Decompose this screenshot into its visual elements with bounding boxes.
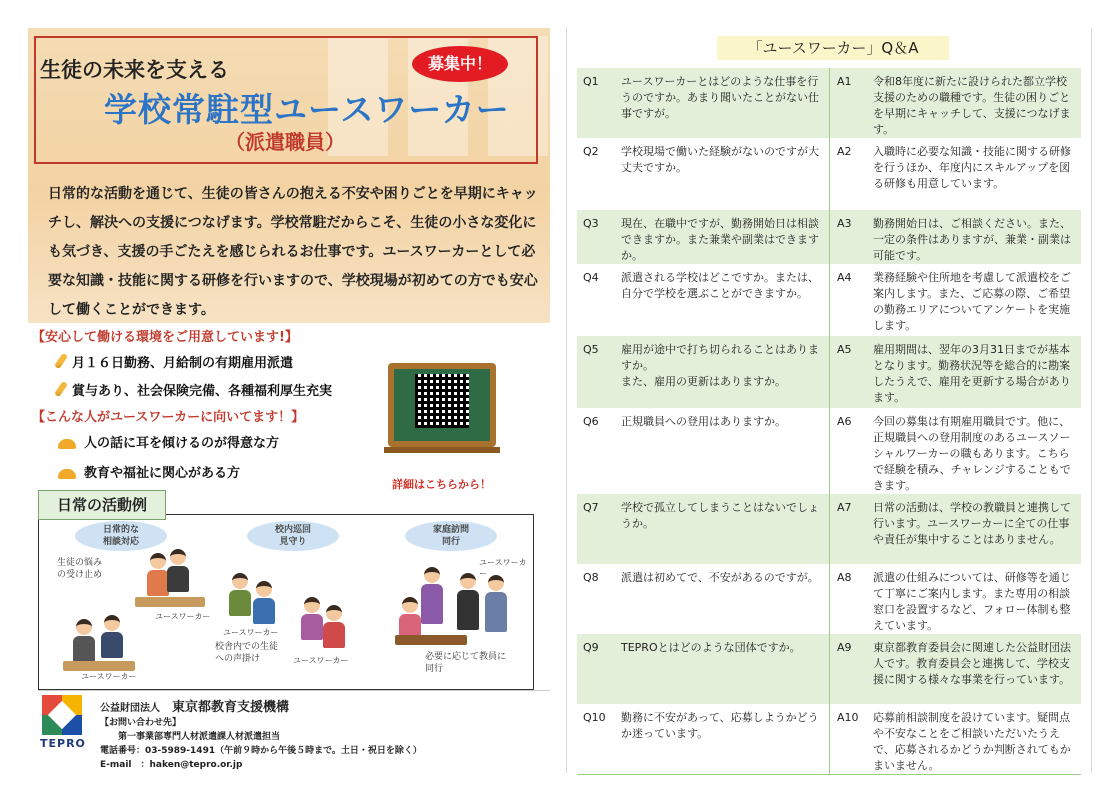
employment-type: （派遣職員） [225,130,345,154]
details-link[interactable]: 詳細はこちらから！ [392,478,491,491]
environment-heading: 【安心して働ける環境をご用意しています!】 [32,330,298,345]
flyer-page [28,28,550,773]
person-illustration [457,573,479,630]
doorstep [395,635,467,645]
label-youthworker: ユースワーカー [81,672,137,681]
question-text: 派遣される学校はどこですか。または、自分で学校を選ぶことができますか。 [621,271,819,300]
contact-heading: 【お問い合わせ先】 [100,718,182,728]
question-text: ユースワーカーとはどのような仕事を行うのですか。あまり聞いたことがない仕事ですが。 [621,75,819,120]
qa-title: 「ユースワーカー」Q＆A [717,36,949,60]
qa-row [577,704,1081,774]
answer-number: A7 [837,501,852,514]
person-illustration [73,619,95,662]
qa-row [577,494,1081,564]
question-number: Q4 [583,271,599,284]
desk [135,597,205,607]
question-number: Q9 [583,641,599,654]
label-youthworker: ユースワーカー [223,628,279,637]
caption-accompany: 必要に応じて教員に 同行 [425,652,507,674]
label-youthworker: ユースワーカー [479,558,527,578]
label-youthworker: ユースワーカー [293,656,349,665]
tepro-logo-icon [42,695,82,735]
person-illustration [167,549,189,592]
qa-row [577,264,1081,336]
person-illustration [301,597,323,640]
answer-text: 応募前相談制度を設けています。疑問点や不安なことをご相談いただいたうえで、応募されるかどうか判断されてもかまいません。 [873,711,1071,772]
graduation-cap-icon [58,469,76,479]
answer-text: 業務経験や住所地を考慮して派遣校をご案内します。また、ご応募の際、ご希望の勤務エリアについてアンケートを実施します。 [873,271,1071,332]
person-illustration [421,567,443,624]
org-name: 東京都教育支援機構 [172,700,290,715]
qa-page [566,28,1092,773]
answer-number: A1 [837,75,852,88]
qa-row [577,138,1081,210]
answer-text: 派遣の仕組みについては、研修等を通じて丁寧にご案内します。また専用の相談窓口を設置するなど、フォロー体制も整えています。 [873,571,1071,632]
answer-text: 日常の活動は、学校の教職員と連携して行います。ユースワーカーに全ての仕事や責任が集中することはありません。 [873,501,1071,546]
person-illustration [101,615,123,658]
answer-number: A6 [837,415,852,428]
pencil-icon [54,381,68,398]
question-number: Q8 [583,571,599,584]
question-text: 派遣は初めてで、不安があるのですが。 [621,571,819,584]
activity-bubble: 家庭訪問 同行 [405,521,497,551]
answer-number: A8 [837,571,852,584]
qa-row [577,336,1081,408]
person-illustration [229,573,251,616]
answer-text: 東京都教育委員会に関連した公益財団法人です。教育委員会と連携して、学校支援に関する様々な事業を行っています。 [873,641,1071,686]
organization-footer [38,690,550,771]
question-text: 正規職員への登用はありますか。 [621,415,786,428]
answer-number: A5 [837,343,852,356]
suited-heading: 【こんな人がユースワーカーに向いてます！】 [32,410,305,425]
recruiting-badge: 募集中！ [412,46,508,82]
question-text: 雇用が途中で打ち切られることはありますか。 また、雇用の更新はありますか。 [621,343,819,388]
question-number: Q7 [583,501,599,514]
answer-text: 令和8年度に新たに設けられた都立学校支援のための職種です。生徒の困りごとを早期にキャッチして、支援につなげます。 [873,75,1071,136]
activities-heading: 日常の活動例 [38,490,166,520]
flyer-subtitle: 生徒の未来を支える [40,58,229,82]
answer-number: A4 [837,271,852,284]
answer-text: 勤務開始日は、ご相談ください。また、一定の条件はありますが、兼業・副業は可能です。 [873,217,1071,262]
chalkboard-qr[interactable] [388,363,496,459]
question-text: 学校で孤立してしまうことはないでしょうか。 [621,501,819,530]
question-number: Q1 [583,75,599,88]
contact-phone: 電話番号：03-5989-1491（午前９時から午後５時まで。土日・祝日を除く） [100,746,422,756]
answer-number: A2 [837,145,852,158]
pencil-icon [54,353,68,370]
question-text: TEPROとはどのような団体ですか。 [621,641,801,654]
activities-box [38,514,534,690]
answer-text: 入職時に必要な知識・技能に関する研修を行うほか、年度内にスキルアップを図る研修も用意しています。 [873,145,1071,190]
question-text: 学校現場で働いた経験がないのですが大丈夫ですか。 [621,145,819,174]
question-number: Q5 [583,343,599,356]
person-illustration [485,575,507,632]
activity-bubble: 校内巡回 見守り [247,521,339,551]
person-illustration [253,581,275,624]
answer-text: 今回の募集は有期雇用職員です。他に、正規職員への登用制度のあるユースソーシャルワーカーの職もあります。こちらで経験を積み、チャレンジすることもできます。 [873,415,1071,492]
environment-item: 月１６日勤務、月給制の有期雇用派遣 [58,352,293,371]
label-youthworker: ユースワーカー [155,612,211,621]
contact-department: 第一事業部専門人材派遣課人材派遣担当 [118,732,281,742]
org-type: 公益財団法人 [100,703,160,714]
answer-number: A3 [837,217,852,230]
desk [63,661,135,671]
answer-number: A9 [837,641,852,654]
environment-item: 賞与あり、社会保険完備、各種福利厚生充実 [58,380,332,399]
question-number: Q10 [583,711,606,724]
question-text: 勤務に不安があって、応募しようかどうか迷っています。 [621,711,819,740]
answer-text: 雇用期間は、翌年の3月31日までが基本となります。勤務状況等を総合的に勘案したうえで、雇用を更新する場合があります。 [873,343,1071,404]
question-number: Q2 [583,145,599,158]
suited-item: 人の話に耳を傾けるのが得意な方 [58,432,279,451]
qa-row [577,210,1081,264]
answer-number: A10 [837,711,859,724]
intro-text: 日常的な活動を通じて、生徒の皆さんの抱える不安や困りごとを早期にキャッチし、解決への支援につなげます。学校常駐だからこそ、生徒の小さな変化にも気づき、支援の手ごたえを感じられるお仕事です。ユースワーカーとして必要な知識・技能に関する研修を行いますので、学校現場が初めての方でも安心して働くことができます。 [48,186,538,318]
question-number: Q3 [583,217,599,230]
qa-row [577,68,1081,138]
question-text: 現在、在職中ですが、勤務開始日は相談できますか。また兼業や副業はできますか。 [621,217,819,262]
qa-row [577,408,1081,494]
question-number: Q6 [583,415,599,428]
activity-bubble: 日常的な 相談対応 [75,521,167,551]
graduation-cap-icon [58,439,76,449]
caption-greet: 校舎内での生徒 への声掛け [215,642,279,664]
person-illustration [399,597,421,640]
suited-item: 教育や福祉に関心がある方 [58,462,240,481]
person-illustration [323,605,345,648]
logo-text: TEPRO [40,737,86,750]
flyer-main-title: 学校常駐型ユースワーカー [104,90,510,129]
caption-receive: 生徒の悩み の受け止め [57,558,103,580]
qr-code-icon[interactable] [415,374,469,428]
qa-row [577,634,1081,704]
contact-email[interactable]: E-mail ：haken@tepro.or.jp [100,760,243,770]
qa-row [577,564,1081,634]
person-illustration [147,553,169,596]
